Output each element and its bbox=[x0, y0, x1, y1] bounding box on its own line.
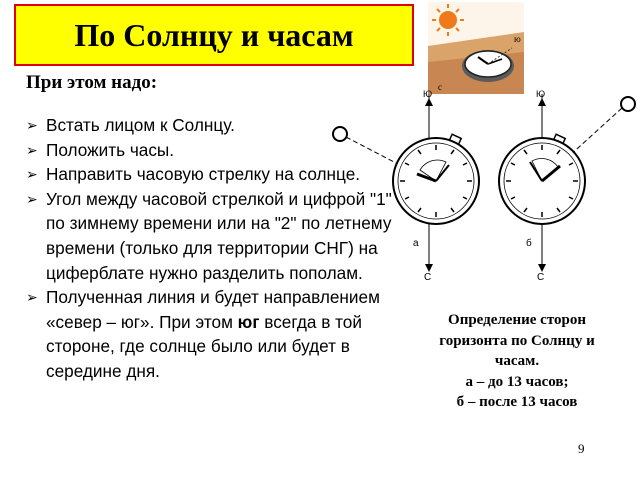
slide-title: По Солнцу и часам bbox=[74, 16, 354, 53]
subtitle: При этом надо: bbox=[26, 72, 158, 93]
watch-before-13 bbox=[333, 89, 479, 283]
watch-after-13 bbox=[499, 89, 635, 283]
figure-caption: Определение сторон горизонта по Солнцу и часам. а – до 13 часов; б – после 13 часов bbox=[439, 312, 595, 410]
list-item: ➢ Угол между часовой стрелкой и цифрой "1" по зимнему времени или на "2" по летнему времени (только для территории СНГ) на циферблате нужно разделить пополам. bbox=[26, 188, 392, 283]
bullet-arrow-icon: ➢ bbox=[26, 166, 38, 183]
list-item: ➢ Положить часы. bbox=[26, 138, 396, 163]
label-a: а bbox=[413, 238, 419, 249]
north-label: С bbox=[424, 272, 432, 283]
sun-watch-illustration bbox=[428, 2, 524, 94]
title-banner bbox=[14, 4, 414, 66]
page-number: 9 bbox=[578, 441, 585, 456]
sun-icon bbox=[621, 97, 635, 111]
photo-south-label: ю bbox=[514, 34, 521, 44]
watch-diagram bbox=[320, 88, 640, 288]
south-label: Ю bbox=[536, 89, 546, 99]
south-emphasis: юг bbox=[237, 311, 260, 332]
bullet-arrow-icon: ➢ bbox=[26, 289, 38, 306]
list-item: ➢ Полученная линия и будет направлением «север – юг». При этом юг всегда в той стороне, где солнце было или будет в середине дня. bbox=[26, 287, 380, 381]
list-item: ➢ Встать лицом к Солнцу. bbox=[26, 113, 396, 138]
north-label: С bbox=[537, 272, 545, 283]
bullet-arrow-icon: ➢ bbox=[26, 117, 38, 133]
bullet-arrow-icon: ➢ bbox=[26, 141, 38, 158]
photo-north-label: с bbox=[438, 82, 442, 92]
sun-icon bbox=[333, 127, 347, 141]
south-label: Ю bbox=[423, 89, 433, 99]
bullet-arrow-icon: ➢ bbox=[26, 190, 38, 207]
label-b: б bbox=[526, 238, 532, 249]
list-item: ➢ Направить часовую стрелку на солнце. bbox=[26, 162, 396, 187]
